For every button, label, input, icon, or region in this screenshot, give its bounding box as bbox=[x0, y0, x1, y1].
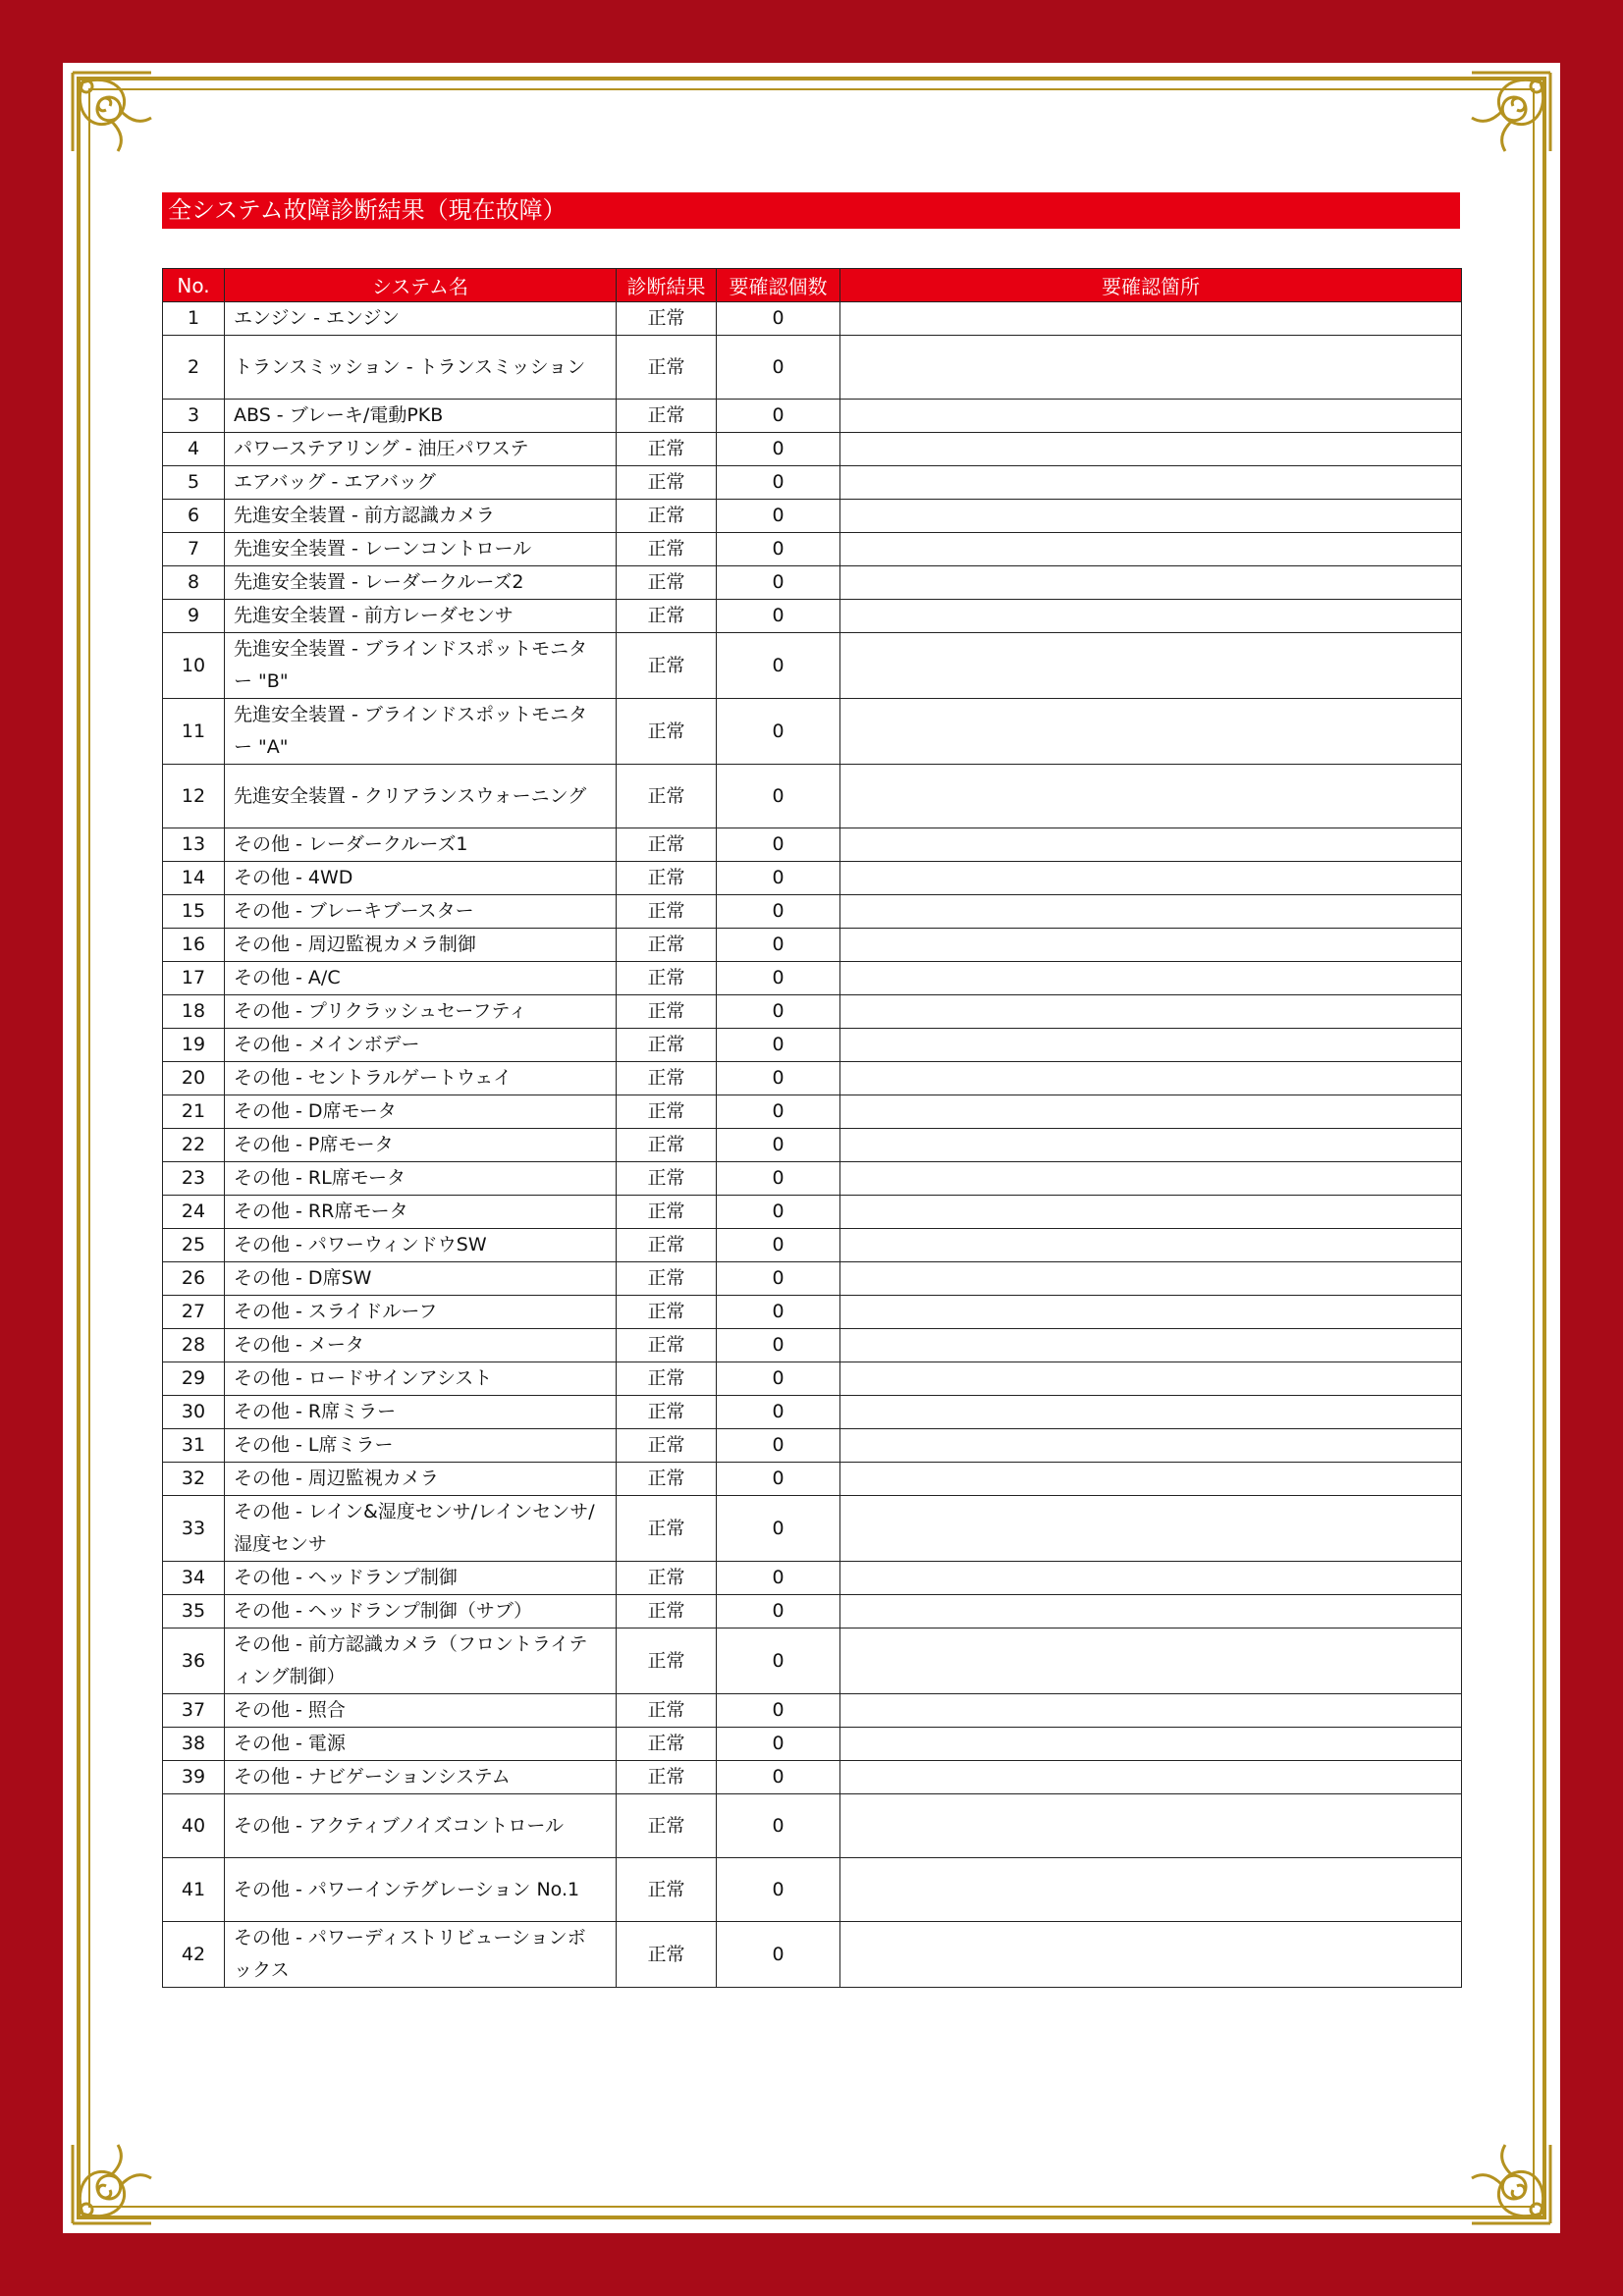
row-result: 正常 bbox=[617, 336, 717, 400]
row-system-name: パワーステアリング - 油圧パワステ bbox=[225, 433, 617, 466]
row-location bbox=[840, 895, 1462, 929]
row-result: 正常 bbox=[617, 302, 717, 336]
row-count: 0 bbox=[717, 433, 840, 466]
row-location bbox=[840, 862, 1462, 895]
row-no: 34 bbox=[163, 1562, 225, 1595]
row-location bbox=[840, 1629, 1462, 1694]
row-system-name: その他 - ナビゲーションシステム bbox=[225, 1761, 617, 1794]
row-no: 37 bbox=[163, 1694, 225, 1728]
row-location bbox=[840, 336, 1462, 400]
row-location bbox=[840, 1329, 1462, 1362]
row-location bbox=[840, 566, 1462, 600]
row-no: 42 bbox=[163, 1922, 225, 1988]
table-header-row bbox=[163, 269, 1462, 302]
row-system-name: その他 - 周辺監視カメラ制御 bbox=[225, 929, 617, 962]
row-location bbox=[840, 1196, 1462, 1229]
row-system-name: その他 - メータ bbox=[225, 1329, 617, 1362]
table-row bbox=[163, 336, 1462, 400]
table-row bbox=[163, 1062, 1462, 1095]
row-result: 正常 bbox=[617, 500, 717, 533]
row-no: 36 bbox=[163, 1629, 225, 1694]
row-result: 正常 bbox=[617, 1761, 717, 1794]
table-row bbox=[163, 995, 1462, 1029]
row-result: 正常 bbox=[617, 1496, 717, 1562]
row-count: 0 bbox=[717, 828, 840, 862]
row-no: 19 bbox=[163, 1029, 225, 1062]
row-count: 0 bbox=[717, 336, 840, 400]
row-system-name: その他 - ロードサインアシスト bbox=[225, 1362, 617, 1396]
row-result: 正常 bbox=[617, 699, 717, 765]
row-system-name: その他 - 照合 bbox=[225, 1694, 617, 1728]
row-system-name: その他 - ヘッドランプ制御（サブ） bbox=[225, 1595, 617, 1629]
row-result: 正常 bbox=[617, 1262, 717, 1296]
table-row bbox=[163, 1029, 1462, 1062]
row-no: 35 bbox=[163, 1595, 225, 1629]
table-row bbox=[163, 1794, 1462, 1858]
row-no: 40 bbox=[163, 1794, 225, 1858]
row-system-name: トランスミッション - トランスミッション bbox=[225, 336, 617, 400]
row-count: 0 bbox=[717, 633, 840, 699]
table-row bbox=[163, 1095, 1462, 1129]
column-header-result: 診断結果 bbox=[617, 269, 717, 302]
corner-ornament-icon bbox=[63, 63, 161, 161]
row-count: 0 bbox=[717, 1162, 840, 1196]
row-result: 正常 bbox=[617, 1794, 717, 1858]
row-count: 0 bbox=[717, 1029, 840, 1062]
row-location bbox=[840, 1129, 1462, 1162]
row-location bbox=[840, 1162, 1462, 1196]
row-no: 23 bbox=[163, 1162, 225, 1196]
row-system-name: その他 - パワーインテグレーション No.1 bbox=[225, 1858, 617, 1922]
row-count: 0 bbox=[717, 862, 840, 895]
table-row bbox=[163, 600, 1462, 633]
row-result: 正常 bbox=[617, 1129, 717, 1162]
row-location bbox=[840, 962, 1462, 995]
row-count: 0 bbox=[717, 1095, 840, 1129]
row-location bbox=[840, 699, 1462, 765]
row-system-name: その他 - 電源 bbox=[225, 1728, 617, 1761]
row-no: 31 bbox=[163, 1429, 225, 1463]
table-row bbox=[163, 699, 1462, 765]
row-location bbox=[840, 433, 1462, 466]
row-location bbox=[840, 1396, 1462, 1429]
row-no: 12 bbox=[163, 765, 225, 828]
row-location bbox=[840, 1794, 1462, 1858]
row-location bbox=[840, 1463, 1462, 1496]
row-result: 正常 bbox=[617, 1062, 717, 1095]
row-count: 0 bbox=[717, 1694, 840, 1728]
row-count: 0 bbox=[717, 1728, 840, 1761]
table-row bbox=[163, 1129, 1462, 1162]
row-system-name: その他 - D席モータ bbox=[225, 1095, 617, 1129]
table-row bbox=[163, 765, 1462, 828]
corner-ornament-icon bbox=[1462, 2135, 1560, 2233]
row-count: 0 bbox=[717, 302, 840, 336]
row-system-name: その他 - P席モータ bbox=[225, 1129, 617, 1162]
table-row bbox=[163, 1362, 1462, 1396]
row-location bbox=[840, 1062, 1462, 1095]
row-no: 18 bbox=[163, 995, 225, 1029]
table-row bbox=[163, 828, 1462, 862]
table-row bbox=[163, 633, 1462, 699]
row-count: 0 bbox=[717, 533, 840, 566]
row-result: 正常 bbox=[617, 1329, 717, 1362]
row-location bbox=[840, 1229, 1462, 1262]
table-row bbox=[163, 1262, 1462, 1296]
row-no: 1 bbox=[163, 302, 225, 336]
row-no: 27 bbox=[163, 1296, 225, 1329]
row-result: 正常 bbox=[617, 400, 717, 433]
row-result: 正常 bbox=[617, 566, 717, 600]
table-row bbox=[163, 1329, 1462, 1362]
table-row bbox=[163, 1396, 1462, 1429]
table-body bbox=[163, 302, 1462, 1988]
table-row bbox=[163, 400, 1462, 433]
table-row bbox=[163, 1728, 1462, 1761]
row-result: 正常 bbox=[617, 995, 717, 1029]
row-count: 0 bbox=[717, 699, 840, 765]
row-count: 0 bbox=[717, 962, 840, 995]
column-header-no: No. bbox=[163, 269, 225, 302]
row-system-name: その他 - L席ミラー bbox=[225, 1429, 617, 1463]
row-count: 0 bbox=[717, 500, 840, 533]
row-count: 0 bbox=[717, 1129, 840, 1162]
row-system-name: その他 - R席ミラー bbox=[225, 1396, 617, 1429]
table-row bbox=[163, 566, 1462, 600]
table-row bbox=[163, 1162, 1462, 1196]
row-count: 0 bbox=[717, 1562, 840, 1595]
row-system-name: その他 - セントラルゲートウェイ bbox=[225, 1062, 617, 1095]
row-location bbox=[840, 466, 1462, 500]
row-no: 26 bbox=[163, 1262, 225, 1296]
row-result: 正常 bbox=[617, 862, 717, 895]
table-row bbox=[163, 1562, 1462, 1595]
row-location bbox=[840, 1362, 1462, 1396]
table-row bbox=[163, 962, 1462, 995]
row-result: 正常 bbox=[617, 1229, 717, 1262]
table-row bbox=[163, 533, 1462, 566]
row-location bbox=[840, 533, 1462, 566]
table-row bbox=[163, 1858, 1462, 1922]
row-no: 7 bbox=[163, 533, 225, 566]
row-result: 正常 bbox=[617, 962, 717, 995]
row-system-name: 先進安全装置 - 前方レーダセンサ bbox=[225, 600, 617, 633]
row-system-name: 先進安全装置 - レーダークルーズ2 bbox=[225, 566, 617, 600]
row-count: 0 bbox=[717, 1629, 840, 1694]
row-location bbox=[840, 1095, 1462, 1129]
row-count: 0 bbox=[717, 1229, 840, 1262]
row-count: 0 bbox=[717, 1062, 840, 1095]
row-system-name: 先進安全装置 - 前方認識カメラ bbox=[225, 500, 617, 533]
row-result: 正常 bbox=[617, 765, 717, 828]
row-location bbox=[840, 1761, 1462, 1794]
row-count: 0 bbox=[717, 1429, 840, 1463]
table-row bbox=[163, 929, 1462, 962]
row-result: 正常 bbox=[617, 433, 717, 466]
column-header-location: 要確認箇所 bbox=[840, 269, 1462, 302]
row-no: 15 bbox=[163, 895, 225, 929]
row-location bbox=[840, 828, 1462, 862]
row-no: 33 bbox=[163, 1496, 225, 1562]
row-location bbox=[840, 400, 1462, 433]
row-system-name: その他 - パワーディストリビューションボックス bbox=[225, 1922, 617, 1988]
row-no: 21 bbox=[163, 1095, 225, 1129]
row-system-name: エアバッグ - エアバッグ bbox=[225, 466, 617, 500]
row-count: 0 bbox=[717, 1463, 840, 1496]
table-row bbox=[163, 862, 1462, 895]
row-result: 正常 bbox=[617, 1396, 717, 1429]
row-system-name: エンジン - エンジン bbox=[225, 302, 617, 336]
row-location bbox=[840, 1728, 1462, 1761]
row-location bbox=[840, 1262, 1462, 1296]
row-location bbox=[840, 1922, 1462, 1988]
row-no: 3 bbox=[163, 400, 225, 433]
row-location bbox=[840, 1562, 1462, 1595]
row-no: 25 bbox=[163, 1229, 225, 1262]
table-row bbox=[163, 1196, 1462, 1229]
row-location bbox=[840, 500, 1462, 533]
row-count: 0 bbox=[717, 1496, 840, 1562]
row-location bbox=[840, 1858, 1462, 1922]
table-row bbox=[163, 1922, 1462, 1988]
row-count: 0 bbox=[717, 1296, 840, 1329]
row-result: 正常 bbox=[617, 1029, 717, 1062]
table-row bbox=[163, 1296, 1462, 1329]
table-row bbox=[163, 1496, 1462, 1562]
row-no: 2 bbox=[163, 336, 225, 400]
row-count: 0 bbox=[717, 1362, 840, 1396]
row-no: 30 bbox=[163, 1396, 225, 1429]
row-system-name: その他 - レーダークルーズ1 bbox=[225, 828, 617, 862]
row-result: 正常 bbox=[617, 466, 717, 500]
row-location bbox=[840, 765, 1462, 828]
row-result: 正常 bbox=[617, 533, 717, 566]
row-no: 24 bbox=[163, 1196, 225, 1229]
row-location bbox=[840, 633, 1462, 699]
row-count: 0 bbox=[717, 765, 840, 828]
row-system-name: ABS - ブレーキ/電動PKB bbox=[225, 400, 617, 433]
row-location bbox=[840, 1296, 1462, 1329]
row-no: 14 bbox=[163, 862, 225, 895]
row-no: 41 bbox=[163, 1858, 225, 1922]
row-count: 0 bbox=[717, 1794, 840, 1858]
row-no: 13 bbox=[163, 828, 225, 862]
row-system-name: その他 - 4WD bbox=[225, 862, 617, 895]
row-system-name: その他 - D席SW bbox=[225, 1262, 617, 1296]
row-no: 16 bbox=[163, 929, 225, 962]
row-location bbox=[840, 1496, 1462, 1562]
row-result: 正常 bbox=[617, 895, 717, 929]
row-count: 0 bbox=[717, 1858, 840, 1922]
row-count: 0 bbox=[717, 1761, 840, 1794]
row-no: 6 bbox=[163, 500, 225, 533]
table-row bbox=[163, 1595, 1462, 1629]
column-header-count: 要確認個数 bbox=[717, 269, 840, 302]
row-system-name: その他 - プリクラッシュセーフティ bbox=[225, 995, 617, 1029]
row-result: 正常 bbox=[617, 828, 717, 862]
row-count: 0 bbox=[717, 466, 840, 500]
row-system-name: その他 - A/C bbox=[225, 962, 617, 995]
row-system-name: その他 - RL席モータ bbox=[225, 1162, 617, 1196]
row-count: 0 bbox=[717, 1329, 840, 1362]
row-result: 正常 bbox=[617, 1595, 717, 1629]
row-count: 0 bbox=[717, 1595, 840, 1629]
row-location bbox=[840, 600, 1462, 633]
row-system-name: その他 - レイン&湿度センサ/レインセンサ/湿度センサ bbox=[225, 1496, 617, 1562]
row-result: 正常 bbox=[617, 1562, 717, 1595]
row-location bbox=[840, 1029, 1462, 1062]
row-count: 0 bbox=[717, 1396, 840, 1429]
table-row bbox=[163, 302, 1462, 336]
table-row bbox=[163, 1463, 1462, 1496]
row-result: 正常 bbox=[617, 633, 717, 699]
row-result: 正常 bbox=[617, 1922, 717, 1988]
row-no: 29 bbox=[163, 1362, 225, 1396]
table-row bbox=[163, 895, 1462, 929]
row-system-name: 先進安全装置 - レーンコントロール bbox=[225, 533, 617, 566]
table-row bbox=[163, 1229, 1462, 1262]
row-system-name: その他 - パワーウィンドウSW bbox=[225, 1229, 617, 1262]
row-count: 0 bbox=[717, 895, 840, 929]
row-result: 正常 bbox=[617, 1629, 717, 1694]
row-result: 正常 bbox=[617, 1362, 717, 1396]
row-system-name: その他 - RR席モータ bbox=[225, 1196, 617, 1229]
row-no: 4 bbox=[163, 433, 225, 466]
table-row bbox=[163, 433, 1462, 466]
row-location bbox=[840, 1694, 1462, 1728]
row-system-name: その他 - 周辺監視カメラ bbox=[225, 1463, 617, 1496]
table-row bbox=[163, 1629, 1462, 1694]
row-result: 正常 bbox=[617, 1694, 717, 1728]
row-result: 正常 bbox=[617, 1429, 717, 1463]
row-count: 0 bbox=[717, 1262, 840, 1296]
row-no: 8 bbox=[163, 566, 225, 600]
row-system-name: その他 - スライドルーフ bbox=[225, 1296, 617, 1329]
row-no: 22 bbox=[163, 1129, 225, 1162]
row-no: 9 bbox=[163, 600, 225, 633]
row-count: 0 bbox=[717, 995, 840, 1029]
row-count: 0 bbox=[717, 1922, 840, 1988]
row-no: 38 bbox=[163, 1728, 225, 1761]
row-count: 0 bbox=[717, 400, 840, 433]
row-result: 正常 bbox=[617, 1728, 717, 1761]
corner-ornament-icon bbox=[63, 2135, 161, 2233]
row-result: 正常 bbox=[617, 929, 717, 962]
row-system-name: その他 - ヘッドランプ制御 bbox=[225, 1562, 617, 1595]
corner-ornament-icon bbox=[1462, 63, 1560, 161]
row-system-name: その他 - ブレーキブースター bbox=[225, 895, 617, 929]
table-row bbox=[163, 1761, 1462, 1794]
row-result: 正常 bbox=[617, 1162, 717, 1196]
row-result: 正常 bbox=[617, 1095, 717, 1129]
row-no: 11 bbox=[163, 699, 225, 765]
row-system-name: 先進安全装置 - クリアランスウォーニング bbox=[225, 765, 617, 828]
row-result: 正常 bbox=[617, 1296, 717, 1329]
row-result: 正常 bbox=[617, 600, 717, 633]
row-location bbox=[840, 302, 1462, 336]
row-count: 0 bbox=[717, 600, 840, 633]
report-title: 全システム故障診断結果（現在故障） bbox=[162, 192, 1460, 229]
row-location bbox=[840, 1429, 1462, 1463]
table-row bbox=[163, 1429, 1462, 1463]
row-system-name: その他 - メインボデー bbox=[225, 1029, 617, 1062]
row-location bbox=[840, 929, 1462, 962]
row-no: 17 bbox=[163, 962, 225, 995]
table-row bbox=[163, 466, 1462, 500]
row-no: 10 bbox=[163, 633, 225, 699]
row-no: 5 bbox=[163, 466, 225, 500]
row-count: 0 bbox=[717, 566, 840, 600]
diagnosis-table bbox=[162, 268, 1462, 1988]
row-system-name: 先進安全装置 - ブラインドスポットモニター "B" bbox=[225, 633, 617, 699]
table-row bbox=[163, 1694, 1462, 1728]
row-system-name: その他 - アクティブノイズコントロール bbox=[225, 1794, 617, 1858]
row-count: 0 bbox=[717, 929, 840, 962]
row-system-name: 先進安全装置 - ブラインドスポットモニター "A" bbox=[225, 699, 617, 765]
row-result: 正常 bbox=[617, 1858, 717, 1922]
row-no: 39 bbox=[163, 1761, 225, 1794]
row-no: 20 bbox=[163, 1062, 225, 1095]
row-result: 正常 bbox=[617, 1196, 717, 1229]
row-no: 28 bbox=[163, 1329, 225, 1362]
row-location bbox=[840, 995, 1462, 1029]
table-row bbox=[163, 500, 1462, 533]
row-location bbox=[840, 1595, 1462, 1629]
column-header-system: システム名 bbox=[225, 269, 617, 302]
row-no: 32 bbox=[163, 1463, 225, 1496]
row-count: 0 bbox=[717, 1196, 840, 1229]
row-result: 正常 bbox=[617, 1463, 717, 1496]
row-system-name: その他 - 前方認識カメラ（フロントライティング制御） bbox=[225, 1629, 617, 1694]
